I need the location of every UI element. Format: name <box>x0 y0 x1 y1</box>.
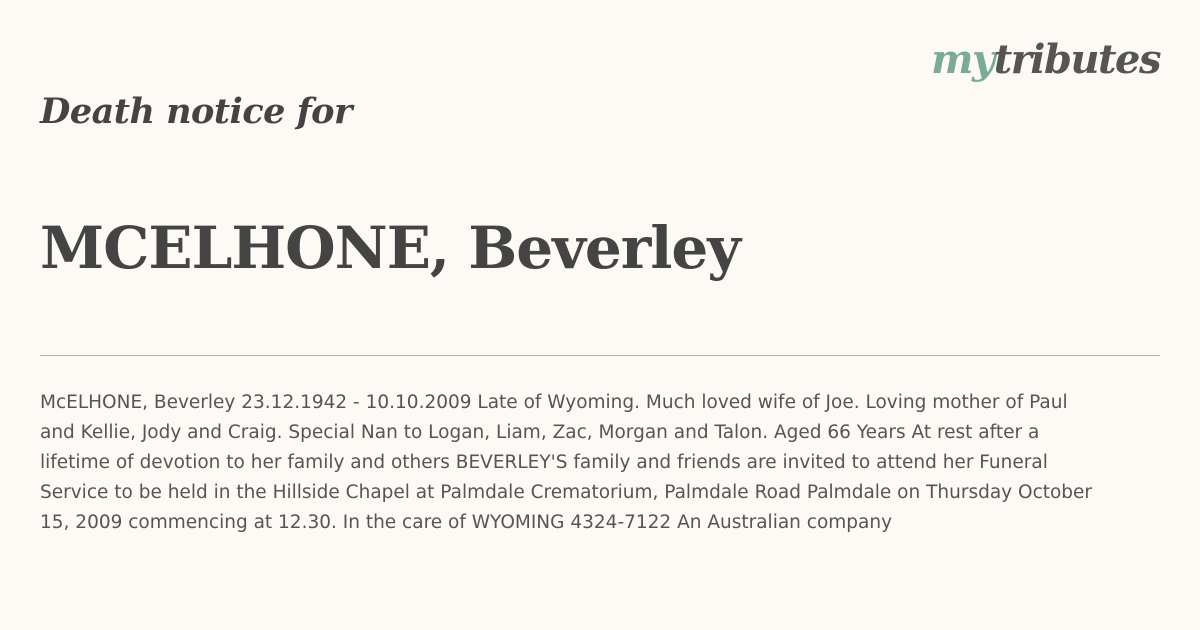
logo-suffix: tributes <box>993 36 1160 83</box>
deceased-name: MCELHONE, Beverley <box>40 214 741 282</box>
notice-kicker: Death notice for <box>40 91 352 132</box>
logo-prefix: my <box>931 36 994 83</box>
notice-body: McELHONE, Beverley 23.12.1942 - 10.10.2009 Late of Wyoming. Much loved wife of Joe. Loving mother of Paul and Kellie, Jody and Craig. Special Nan to Logan, Liam, Zac, Morgan and Talon. Aged 66 Years At rest after a lifetime of devotion to her family and others BEVERLEY'S family and friends are invited to attend her Funeral Service to be held in the Hillside Chapel at Palmdale Crematorium, Palmdale Road Palmdale on Thursday October 15, 2009 commencing at 12.30. In the care of WYOMING 4324-7122 An Australian company <box>40 392 1093 533</box>
divider <box>40 355 1160 356</box>
mytributes-logo[interactable] <box>931 36 1160 84</box>
